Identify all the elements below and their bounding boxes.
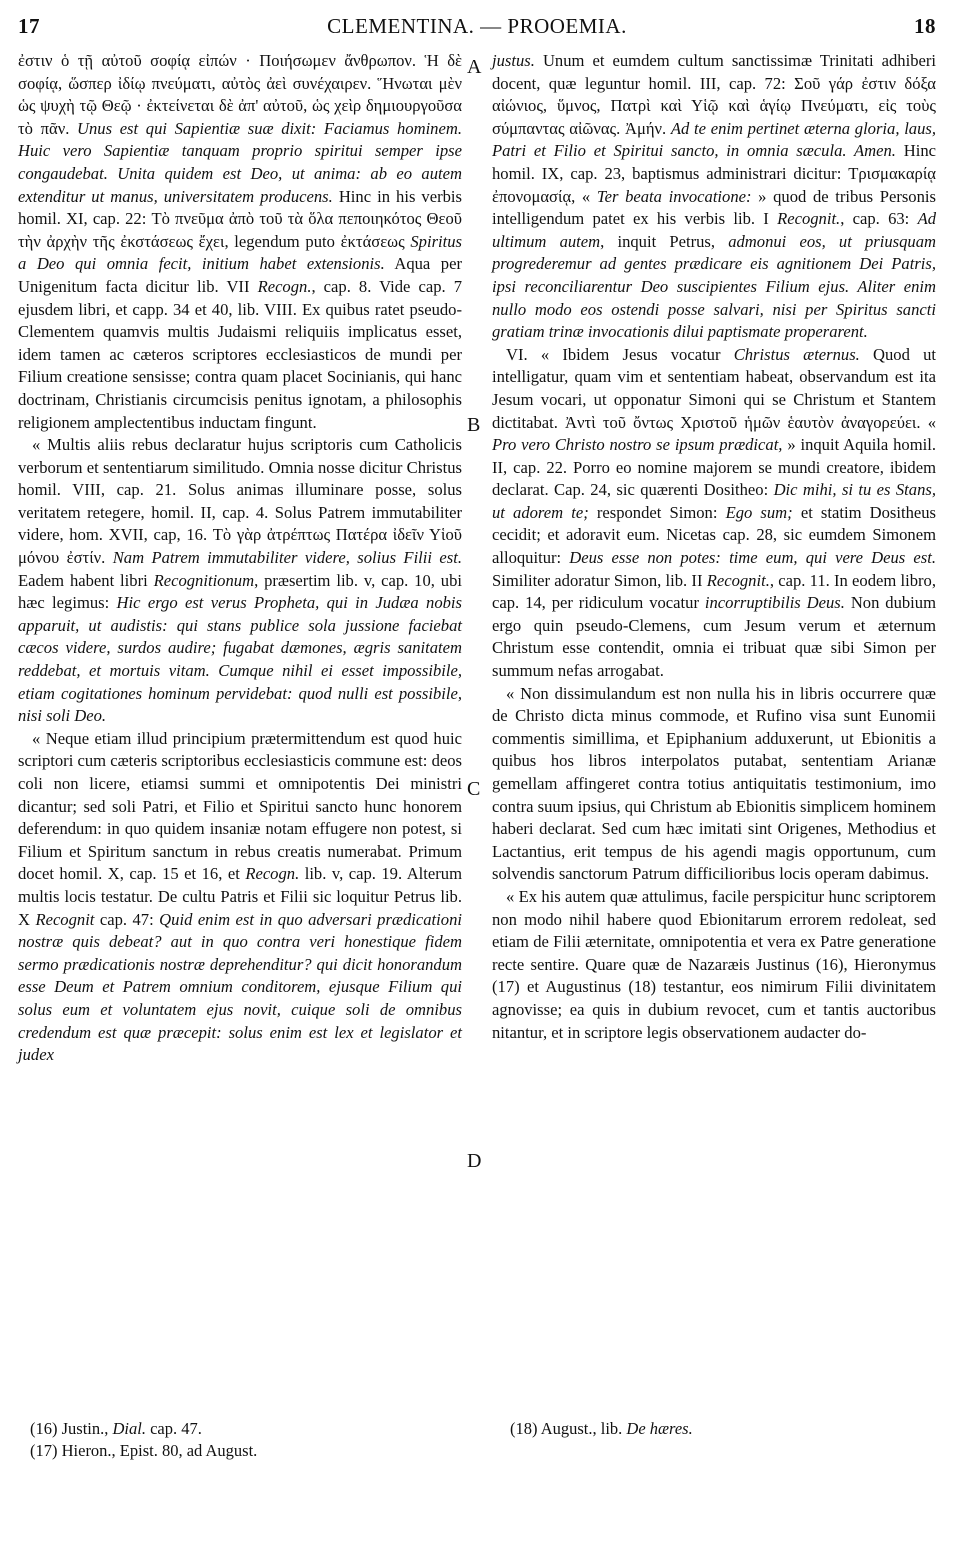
footnotes-right — [510, 1418, 693, 1440]
page-number-left: 17 — [18, 14, 40, 38]
footnote: (18) August., lib. De hæres. — [510, 1419, 693, 1438]
footnote: (17) Hieron., Epist. 80, ad August. — [30, 1441, 258, 1460]
right-column — [492, 50, 936, 1044]
running-header — [18, 14, 936, 44]
paragraph: « Non dissimulandum est non nulla his in libris occurrere quæ de Christo dicta minus commode, et Rufino visa sunt Eunomii commentis simillima, et Epiphanium adduxerunt, ut Ebionitis a quibus hos libros interpolatos putabat, sententiam Arianæ gemellam affingeret contra totius antiquitatis testimonium, imo contra suum ipsius, qui Christum ab Ebionitis simplicem hominem haberi declarat. Sed cum hæc imitati sint Origenes, Methodius et Lactantius, erit tempus de his agendi magis opportunum, cum solvendis sanctorum Patrum difficilioribus locis operam dabimus. — [492, 683, 936, 884]
footnotes-left — [30, 1418, 257, 1462]
left-column — [18, 50, 462, 1067]
paragraph: ἐστιν ὁ τῇ αὐτοῦ σοφίᾳ εἰπών · Ποιήσωμεν ἄνθρωπον. Ἡ δὲ σοφίᾳ, ὥσπερ ἰδίῳ πνεύματι, αὐτὸς ἀεὶ συνέχαιρεν. Ἥνωται μὲν ὡς ψυχὴ τῷ Θεῷ · ἐκτείνεται δὲ ἀπ' αὐτοῦ, ὡς χεὶρ δημιουργοῦσα τὸ πᾶν. Unus est qui Sapientiæ suæ dixit: Faciamus hominem. Huic vero Sapientiæ tanquam proprio spiritui semper ipse congaudebat. Unita quidem est Deo, ut anima: ab eo autem extenditur ut manus, universitatem producens. Hinc in his verbis homil. XI, cap. 22: Τὸ πνεῦμα ἀπὸ τοῦ τὰ ὅλα πεποιηκότος Θεοῦ τὴν ἀρχὴν τῆς ἐκστάσεως ἔχει, legendum puto ἐκτάσεως Spiritus a Deo qui omnia fecit, initium habet extensionis. Aqua per Unigenitum facta dicitur lib. VII Recogn., cap. 8. Vide cap. 7 ejusdem libri, et capp. 34 et 40, lib. VIII. Ex quibus ratet pseudo-Clementem quamvis multis Judaismi reliquiis implicatus esset, idem tamen ac cæteros scriptores ecclesiasticos de mundi per Filium creatione sensisse; contra quam placet Socinianis, qui hanc doctrinam, Christianis circumcisis penitus ignotam, a philosophis religionem amplectentibus inductam fingunt. — [18, 51, 462, 432]
margin-letter-a: A — [467, 56, 482, 78]
margin-letter-d: D — [467, 1150, 482, 1172]
running-title: CLEMENTINA. — PROOEMIA. — [327, 14, 627, 38]
paragraph: « Neque etiam illud principium prætermittendum est quod huic scriptori cum cæteris scriptoribus ecclesiasticis commune est: deos coli non licere, etiamsi summi et omnipotentis Dei ministri dicantur; sed soli Patri, et Filio et Spiritui sancto hunc honorem deferendum: in quo quidem insaniæ notam effugere non potest, si Filium et Spiritum sanctum in rebus creatis numerabat. Primum docet homil. X, cap. 15 et 16, et Recogn. lib. v, cap. 19. Alterum multis locis testatur. De cultu Patris et Filii sic loquitur Petrus lib. X Recognit cap. 47: Quid enim est in quo adversari prædicationi nostræ quis debeat? aut in quo contra veri honestique fidem sermo prædicationis nostræ deprehenditur? qui dicit honorandum esse Deum et Patrem omnium conditorem, ejusque Filium qui solus eum et voluntatem ejus novit, cuique soli de omnibus credendum est quæ præcepit: solus enim est lex et legislator et judex — [18, 728, 462, 1065]
margin-letter-b: B — [467, 414, 481, 436]
paragraph: « Multis aliis rebus declaratur hujus scriptoris cum Catholicis verborum et sententiarum similitudo. Omnia nosse dicitur Christus homil. VIII, cap. 21. Solus animas illuminare posse, solus veritatem retegere, homil. II, cap. 4. Solus Patrem immutabiliter videre, hom. XVII, cap, 16. Τὸ γὰρ ἀτρέπτως Πατέρα ἰδεῖν Υἱοῦ μόνου ἐστίν. Nam Patrem immutabiliter videre, solius Filii est. Eadem habent libri Recognitionum, præsertim lib. v, cap. 10, ubi hæc legimus: Hic ergo est verus Propheta, qui in Judæa nobis apparuit, ut audistis: qui stans publice sola jussione faciebat cæcos videre, surdos audire; fugabat dæmones, ægris sanitatem reddebat, et mortuis vitam. Cumque nihil ei esset impossibile, etiam cogitationes hominum pervidebat: quod nulli est possibile, nisi soli Deo. — [18, 435, 462, 726]
footnote: (16) Justin., Dial. cap. 47. — [30, 1419, 202, 1438]
page-number-right: 18 — [914, 14, 936, 38]
paragraph: VI. « Ibidem Jesus vocatur Christus æternus. Quod ut intelligatur, quam vim et sententiam habeat, observandum est ita Jesum vocari, ut opponatur Simoni qui se Christum et Stantem dictitabat. Ἀντὶ τοῦ ὄντως Χριστοῦ ἡμῶν ἑαυτὸν ἀναγορεύει. « Pro vero Christo nostro se ipsum prædicat, » inquit Aquila homil. II, cap. 22. Porro eo nomine majorem se mundi creatore, ibidem declarat. Cap. 24, sic quærenti Dositheo: Dic mihi, si tu es Stans, ut adorem te; respondet Simon: Ego sum; et statim Dositheus cecidit; et adoravit eum. Nicetas cap. 28, sic eumdem Simonem alloquitur: Deus esse non potes: time eum, qui vere Deus est. Similiter adoratur Simon, lib. II Recognit., cap. 11. In eodem libro, cap. 14, per ridiculum vocatur incorruptibilis Deus. Non dubium ergo quin pseudo-Clemens, cum Jesum verum et æternum Christum esse contendit, omnia ei tribuat quæ sibi Simon per summum nefas arrogabat. — [492, 344, 937, 681]
paragraph: justus. Unum et eumdem cultum sanctissimæ Trinitati adhiberi docent, quæ leguntur homil. III, cap. 72: Σοῦ γάρ ἐστιν δόξα αἰώνιος, ὕμνος, Πατρὶ καὶ Υἱῷ καὶ ἁγίῳ Πνεύματι, εἰς τοὺς σύμπαντας αἰῶνας. Ἀμήν. Ad te enim pertinet æterna gloria, laus, Patri et Filio et Spiritui sancto, in omnia sæcula. Amen. Hinc homil. IX, cap. 23, baptismus administrari dicitur: Τρισμακαρίᾳ ἐπονομασίᾳ, « Ter beata invocatione: » quod de tribus Personis intelligendum patet ex his verbis lib. I Recognit., cap. 63: Ad ultimum autem, inquit Petrus, admonui eos, ut priusquam progrederemur ad gentes prædicare eis agnitionem Dei Patris, ipsi reconciliarentur Deo suscipientes Filium ejus. Aliter enim nullo modo eos ostendi posse salvari, nisi per Spiritus sancti gratiam trinæ invocationis dilui paptismate properarent. — [492, 51, 937, 342]
paragraph: « Ex his autem quæ attulimus, facile perspicitur hunc scriptorem non modo nihil habere quod Ebionitarum errorem redoleat, sed etiam de Filii æternitate, omnipotentia et vera ex Patre generatione recte sentire. Quare quæ de Nazaræis Justinus (16), Hieronymus (17) et Augustinus (18) testantur, eos nimirum Filii divinitatem agnovisse; ea quis in dubium revocet, cum et tantis auctoribus nitantur, et in scriptore legis observationem audacter do- — [492, 886, 936, 1042]
margin-letter-c: C — [467, 778, 481, 800]
